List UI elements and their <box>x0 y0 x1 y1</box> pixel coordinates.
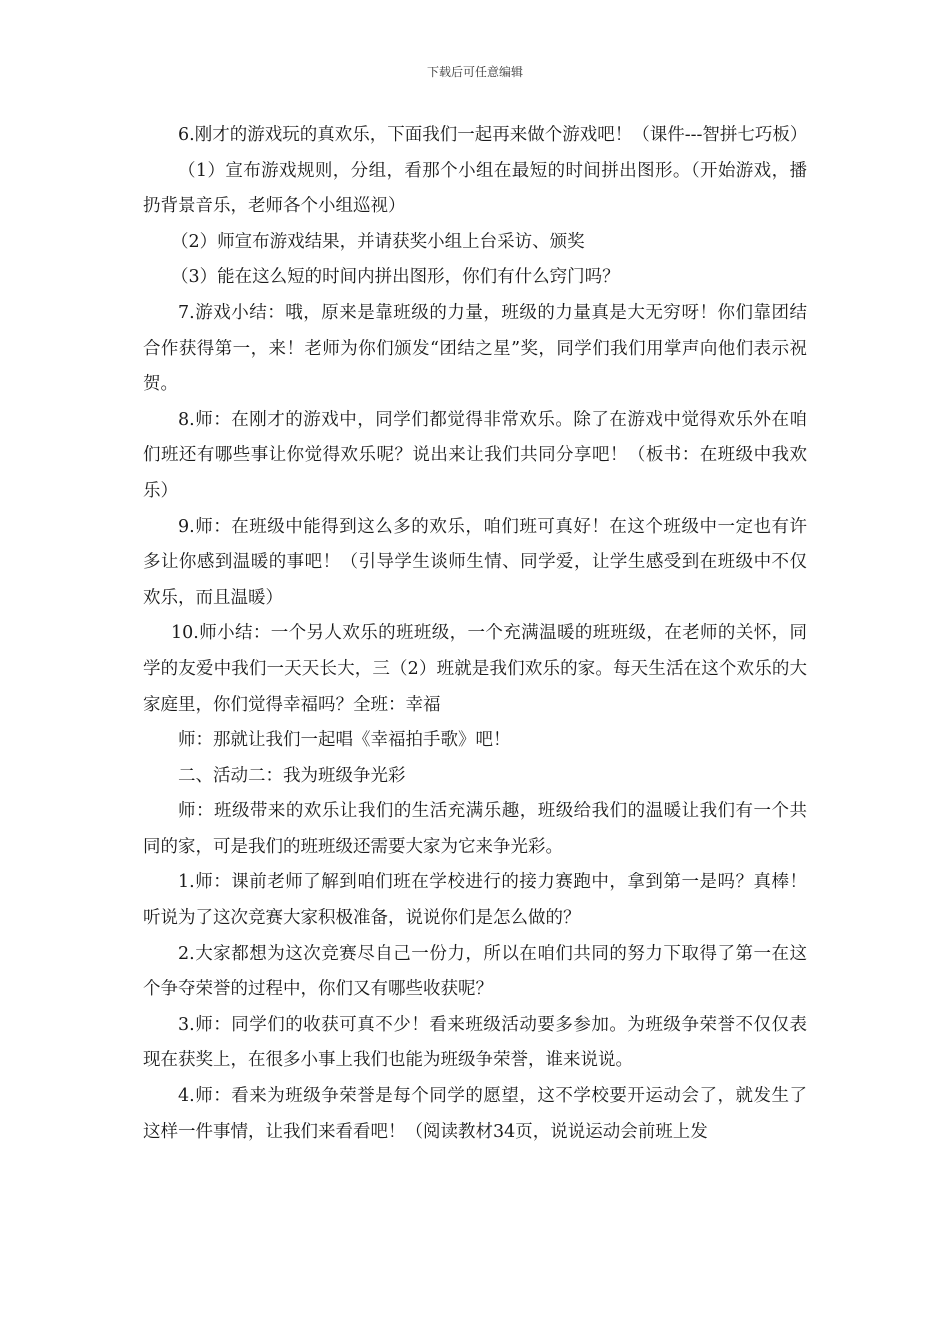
paragraph-substep-1: （1）宣布游戏规则，分组，看那个小组在最短的时间拼出图形。（开始游戏，播扔背景音乐，老师各个小组巡视） <box>143 160 807 217</box>
paragraph-step-6: 6.刚才的游戏玩的真欢乐，下面我们一起再来做个游戏吧！（课件---智拼七巧板） <box>178 125 808 145</box>
paragraph-activity2-step-3: 3.师：同学们的收获可真不少！看来班级活动要多参加。为班级争荣誉不仅仅表现在获奖上，在很多小事上我们也能为班级争荣誉，谁来说说。 <box>143 1014 807 1071</box>
paragraph-step-9: 9.师：在班级中能得到这么多的欢乐，咱们班可真好！在这个班级中一定也有许多让你感到温暖的事吧！（引导学生谈师生情、同学爱，让学生感受到在班级中不仅欢乐，而且温暖） <box>143 516 807 608</box>
paragraph-substep-2: （2）师宣布游戏结果，并请获奖小组上台采访、颁奖 <box>171 231 585 252</box>
section-heading-activity-2: 二、活动二：我为班级争光彩 <box>178 765 406 786</box>
paragraph-teacher-intro: 师：班级带来的欢乐让我们的生活充满乐趣，班级给我们的温暖让我们有一个共同的家，可是我们的班班级还需要大家为它来争光彩。 <box>143 801 807 857</box>
paragraph-activity2-step-1: 1.师：课前老师了解到咱们班在学校进行的接力赛跑中，拿到第一是吗？真棒！听说为了这次竞赛大家积极准备，说说你们是怎么做的？ <box>143 872 807 929</box>
document-body <box>143 118 807 1150</box>
paragraph-activity2-step-4: 4.师：看来为班级争荣誉是每个同学的愿望，这不学校要开运动会了，就发生了这样一件事情，让我们来看看吧！（阅读教材34页，说说运动会前班上发 <box>143 1086 807 1142</box>
page-header: 下载后可任意编辑 <box>426 65 523 79</box>
paragraph-step-8: 8.师：在刚才的游戏中，同学们都觉得非常欢乐。除了在游戏中觉得欢乐外在咱们班还有哪些事让你觉得欢乐呢？说出来让我们共同分享吧！（板书：在班级中我欢乐） <box>143 409 807 501</box>
paragraph-teacher-song: 师：那就让我们一起唱《幸福拍手歌》吧！ <box>178 730 511 751</box>
paragraph-activity2-step-2: 2.大家都想为这次竞赛尽自己一份力，所以在咱们共同的努力下取得了第一在这个争夺荣誉的过程中，你们又有哪些收获呢？ <box>143 943 807 1000</box>
paragraph-step-7: 7.游戏小结：哦，原来是靠班级的力量，班级的力量真是大无穷呀！你们靠团结合作获得第一，来！老师为你们颁发“团结之星”奖，同学们我们用掌声向他们表示祝贺。 <box>143 302 807 395</box>
paragraph-substep-3: （3）能在这么短的时间内拼出图形，你们有什么窍门吗？ <box>171 267 620 288</box>
paragraph-step-10: 10.师小结：一个另人欢乐的班班级，一个充满温暖的班班级，在老师的关怀，同学的友爱中我们一天天长大，三（2）班就是我们欢乐的家。每天生活在这个欢乐的大家庭里，你们觉得幸福吗？全班：幸福 <box>143 623 807 715</box>
